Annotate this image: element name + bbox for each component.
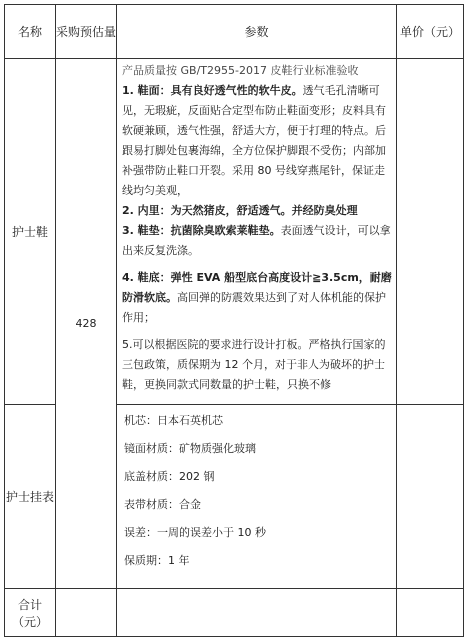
shoe-p1-title: 1. 鞋面：: [122, 84, 171, 97]
header-price: 单价（元）: [397, 5, 464, 59]
shoe-p1-lead: 具有良好透气性的软牛皮。: [170, 84, 303, 97]
shoe-p3-title: 3. 鞋垫：: [122, 224, 171, 237]
table-row-total: [5, 589, 464, 637]
shoe-p2-title: 2. 内里：: [122, 204, 171, 217]
shoe-qty: 428: [56, 59, 117, 589]
shoe-standard: 产品质量按 GB/T2955-2017 皮鞋行业标准验收: [122, 64, 359, 77]
shoe-p3-body: 抗菌除臭欧索莱鞋垫。: [170, 224, 281, 237]
shoe-name: 护士鞋: [5, 59, 56, 405]
shoe-p3-rest: 表面透气设计，可以拿出来反复洗涤。: [122, 224, 391, 257]
watch-strap: 表带材质：合金: [124, 498, 201, 511]
shoe-p5: 5.可以根据医院的要求进行设计打板。严格执行国家的三包政策，质保期为 12 个月，对于非人为破坏的护士鞋，更换同款式同数量的护士鞋，只换不修: [122, 338, 386, 391]
watch-glass: 镜面材质：矿物质强化玻璃: [124, 442, 256, 455]
header-qty: 采购预估量: [56, 5, 117, 59]
total-qty: [56, 589, 117, 637]
header-name: 名称: [5, 5, 56, 59]
shoe-p4-rest: 高回弹的防震效果达到了对人体机能的保护作用；: [122, 291, 386, 324]
watch-warranty: 保质期：1 年: [124, 554, 190, 567]
watch-movement: 机芯：日本石英机芯: [124, 414, 223, 427]
watch-price: [397, 405, 464, 589]
shoe-p2-body: 为天然猪皮，舒适透气。并经防臭处理: [170, 204, 358, 217]
shoe-p1-body: 透气毛孔清晰可见，无瑕疵，反面贴合定型布防止鞋面变形；皮料具有软硬兼顾，透气性强，舒适大方，便于打理的特点。后跟易打脚处包裹海绵，全方位保护脚跟不受伤；内部加补强带防止鞋口开裂。采用 80 号线穿燕尾针，保证走线均匀美观，: [122, 84, 386, 197]
shoe-p4-body: 弹性 EVA 船型底台高度设计≧3.5cm，耐磨防滑软底。: [122, 271, 392, 304]
watch-params: [117, 405, 397, 589]
procurement-table: [4, 4, 464, 637]
table-row-shoe: [5, 59, 464, 405]
shoe-params: [117, 59, 397, 405]
header-params: 参数: [117, 5, 397, 59]
total-label: 合计（元）: [5, 589, 56, 637]
shoe-p4-title: 4. 鞋底：: [122, 271, 171, 284]
watch-name: 护士挂表: [5, 405, 56, 589]
total-params: [117, 589, 397, 637]
total-price: [397, 589, 464, 637]
header-row: [5, 5, 464, 59]
watch-error: 误差：一周的误差小于 10 秒: [124, 526, 266, 539]
shoe-price: [397, 59, 464, 405]
watch-case: 底盖材质：202 钢: [124, 470, 215, 483]
